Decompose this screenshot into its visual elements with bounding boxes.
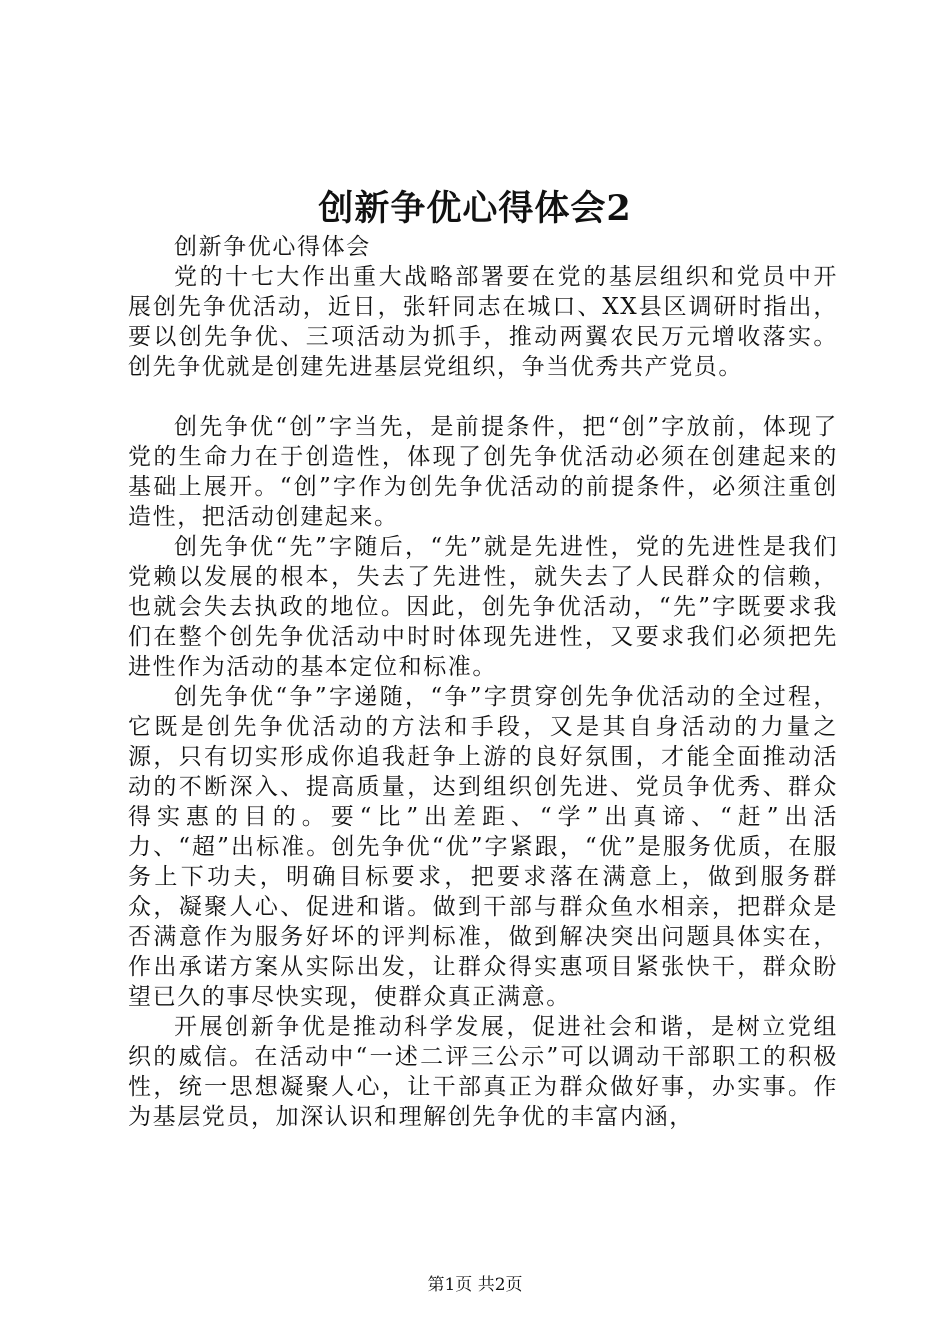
page-footer: 第1页 共2页 <box>427 1275 523 1295</box>
paragraph-kaizhan: 开展创新争优是推动科学发展，促进社会和谐，是树立党组织的威信。在活动中“一述二评三公示”可以调动干部职工的积极性，统一思想凝聚人心，让干部真正为群众做好事，办实事。作为基层党员，加深认识和理解创先争优的丰富内涵， <box>128 1014 838 1130</box>
paragraph-subtitle: 创新争优心得体会 <box>174 234 371 260</box>
paragraph-zheng: 创先争优“争”字递随，“争”字贯穿创先争优活动的全过程，它既是创先争优活动的方法和手段，又是其自身活动的力量之源，只有切实形成你追我赶争上游的良好氛围，才能全面推动活动的不断深入、提高质量，达到组织创先进、党员争优秀、群众得实惠的目的。要“比”出差距、“学”出真谛、“赶”出活力、“超”出标准。创先争优“优”字紧跟，“优”是服务优质，在服务上下功夫，明确目标要求，把要求落在满意上，做到服务群众，凝聚人心、促进和谐。做到干部与群众鱼水相亲，把群众是否满意作为服务好坏的评判标准，做到解决突出问题具体实在，作出承诺方案从实际出发，让群众得实惠项目紧张快干，群众盼望已久的事尽快实现，使群众真正满意。 <box>128 684 838 1010</box>
document-title: 创新争优心得体会2 <box>318 188 632 229</box>
paragraph-xian: 创先争优“先”字随后，“先”就是先进性，党的先进性是我们党赖以发展的根本，失去了先进性，就失去了人民群众的信赖，也就会失去执政的地位。因此，创先争优活动，“先”字既要求我们在整个创先争优活动中时时体现先进性，又要求我们必须把先进性作为活动的基本定位和标准。 <box>128 534 838 680</box>
document-body <box>128 232 838 1132</box>
paragraph-chuang: 创先争优“创”字当先，是前提条件，把“创”字放前，体现了党的生命力在于创造性，体现了创先争优活动必须在创建起来的基础上展开。“创”字作为创先争优活动的前提条件，必须注重创造性，把活动创建起来。 <box>128 414 838 530</box>
paragraph-intro: 党的十七大作出重大战略部署要在党的基层组织和党员中开展创先争优活动，近日，张轩同志在城口、XX县区调研时指出，要以创先争优、三项活动为抓手，推动两翼农民万元增收落实。创先争优就是创建先进基层党组织，争当优秀共产党员。 <box>128 264 838 380</box>
